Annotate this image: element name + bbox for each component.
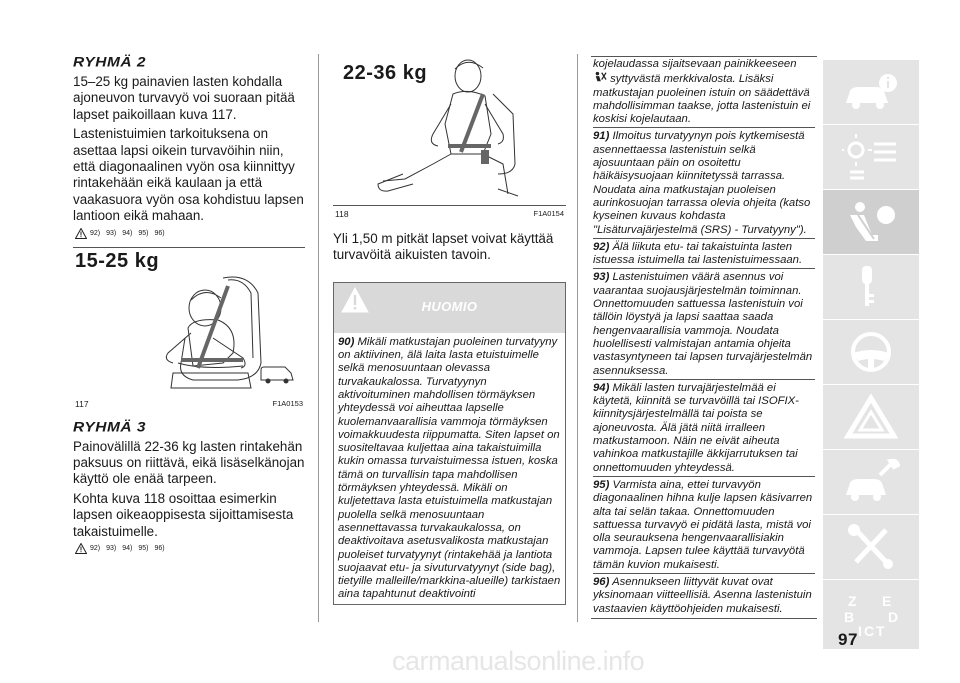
continued-text-1: kojelaudassa sijaitsevaan painikkeeseen (593, 58, 797, 70)
group-3-paragraph-2: Kohta kuva 118 osoittaa esimerkin lapsen oikeaoppisesta sijoittamisesta takaistuimelle. (73, 490, 294, 539)
warning-icon (75, 228, 87, 239)
index-letter: T (876, 622, 885, 638)
note-93 (593, 271, 815, 377)
tab-emergency[interactable] (823, 385, 919, 450)
child-seatbelt-illustration (333, 54, 566, 205)
chapter-tabs (823, 60, 919, 650)
tab-safety[interactable] (823, 190, 919, 255)
ref-item: 92) (90, 545, 101, 553)
airbag-off-icon (593, 71, 607, 83)
car-info-icon (842, 69, 900, 115)
column-right (591, 56, 817, 619)
child-booster-seat-illustration (73, 248, 305, 397)
watermark: carmanualsonline.info (392, 646, 645, 676)
tab-controls[interactable] (823, 320, 919, 385)
figure-117-code: F1A0153 (272, 398, 303, 408)
index-letter: E (882, 592, 892, 609)
note-90-text: Mikäli matkustajan puoleinen turvatyyny on aktiivinen, älä laita lasta etuistuimelle selkä menosuuntaan olevassa turvakaukalossa. Turvatyynyn aktivoituminen mahdollisen törmäyksen yhteydessä voi aiheuttaa lapselle kuolemanvaarallisia vammoja törmäyksen voimakkuudesta riippumatta. Siten lapset on suositeltavaa kuljettaa aina takaistuimilla kukin omassa turvaistuimessa istuen, koska tämä on turvallisin tapa mahdollisen törmäyksen yhteydessä. Mikäli on kuljetettava lasta etuistuimella matkustajan puolella selkä menosuuntaan asennettavassa turvakaukalossa, on deaktivoitava asetusvalikosta matkustajan puoleiset turvatyynyt (rintakehää ja lantiota suojaavat etu- ja sivuturvatyynyt (side bag), tietyille malleille/markkina-alueille) tarkistaen aina tapahtunut deaktivointi (338, 335, 561, 601)
ref-item: 94) (122, 545, 133, 553)
tab-car-info[interactable] (823, 60, 919, 125)
figure-117-caption (73, 396, 305, 409)
note-91-number: 91) (593, 130, 610, 143)
ref-item: 95) (138, 229, 149, 237)
note-95-number: 95) (593, 478, 610, 491)
paragraph-adult-belts: Yli 1,50 m pitkät lapset voivat käyttää turvavöitä aikuisten tavoin. (333, 231, 554, 263)
ref-item: 92) (90, 229, 101, 237)
index-letter: D (888, 608, 899, 625)
figure-118-number: 118 (335, 209, 349, 219)
note-body (334, 333, 565, 604)
note-94-text: Mikäli lasten turvajärjestelmää ei käytetä, kiinnitä se turvavöillä tai ISOFIX-kiinnitysjärjestelmällä tai poista se ajoneuvosta. Älä jätä niitä irralleen matkustamoon. Näin ne eivät aiheuta vahinkoa matkustajille äkkijarrutuksen tai onnettomuuden yhteydessä. (593, 381, 799, 474)
group-3-paragraph-1: Painovälillä 22-36 kg lasten rintakehän paksuus on riittävä, eikä lisäselkänojan käyttö ole enää tarpeen. (73, 438, 305, 487)
warning-triangle-icon (842, 394, 900, 440)
note-95-text: Varmista aina, ettei turvavyön diagonaalinen hihna kulje lapsen käsivarren alta tai selän takaa. Onnettomuuden sattuessa turvavyö ei pidätä lasta, mistä voi olla seurauksena hengenvaarallisiakin vammoja. Lapsen tulee käyttää turvavyötä tämän kuvion mukaisesti. (593, 478, 813, 571)
ref-item: 96) (154, 229, 165, 237)
tab-technical-data[interactable] (823, 515, 919, 580)
figure-117-number: 117 (75, 398, 89, 409)
group-2-paragraph-2: Lastenistuimien tarkoituksena on asettaa lapsi oikein turvavöihin niin, että diagonaalinen vyön osa kiinnittyy rintakehään eikä kaulaan ja että vaakasuora vyön osa kohdistuu lapsen lantioon eikä mahaan. (73, 126, 304, 224)
continued-text-2 (593, 71, 815, 126)
note-91 (593, 130, 815, 236)
figure-118-title: 22-36 kg (343, 62, 428, 84)
key-start-icon (842, 264, 900, 310)
continued-text-2-body: syttyvästä merkkivalosta. Lisäksi matkustajan puoleinen istuin on säädettävä mahdollisimman taakse, jotta lastenistuin ei koskisi kojelautaan. (593, 73, 811, 126)
note-96-text: Asennukseen liittyvät kuvat ovat yksinomaan viitteellisiä. Asenna lastenistuin vastaavien käyttöohjeiden mukaisesti. (593, 575, 812, 615)
index-letter: I (858, 622, 862, 638)
note-96 (593, 576, 815, 616)
column-middle (333, 54, 566, 605)
group-2-paragraph-1: 15–25 kg painavien lasten kohdalla ajoneuvon turvavyö voi suoraan pitää lapset paikoillaan kuva 117. (73, 74, 295, 122)
warning-references (75, 228, 305, 239)
steering-wheel-icon (842, 329, 900, 375)
note-92 (593, 241, 815, 268)
figure-117 (73, 247, 305, 396)
tab-starting-driving[interactable] (823, 255, 919, 320)
index-letter: B (844, 608, 855, 625)
dashboard-lights-icon (842, 134, 900, 180)
ref-item: 94) (122, 229, 133, 237)
ref-item: 95) (138, 545, 149, 553)
note-box (333, 282, 566, 605)
warning-icon (75, 543, 87, 554)
index-letter: Z (848, 592, 857, 609)
note-96-number: 96) (593, 575, 610, 588)
note-94 (593, 382, 815, 475)
figure-117-title: 15-25 kg (75, 249, 160, 272)
ref-item: 96) (154, 545, 165, 553)
group-3-heading: RYHMÄ 3 (73, 419, 146, 436)
figure-118-code: F1A0154 (533, 209, 564, 218)
wrench-car-icon (842, 459, 900, 505)
group-2-heading: RYHMÄ 2 (73, 54, 146, 71)
note-93-number: 93) (593, 271, 610, 284)
note-90-number: 90) (338, 335, 355, 348)
airbag-seat-icon (842, 199, 900, 245)
note-94-number: 94) (593, 381, 610, 394)
note-91-text: Ilmoitus turvatyynyn pois kytkemisestä asennettaessa lastenistuin selkä ajosuuntaan päin on osoitettu häikäisysuojaan kiinnitetyssä tarrassa. Noudata aina matkustajan puoleisen aurinkosuojan tarrassa olevia ohjeita (katso kyseinen kuvaus kohdasta "Lisäturvajärjestelmä (SRS) - Turvatyyny"). (593, 130, 811, 236)
tab-dashboard-lights[interactable] (823, 125, 919, 190)
note-90 (338, 336, 561, 602)
warning-references-2 (75, 543, 305, 554)
note-header (334, 283, 565, 333)
index-letter: C (864, 622, 875, 638)
van-icon (261, 367, 293, 384)
note-95 (593, 479, 815, 572)
tools-icon (842, 524, 900, 570)
figure-118 (333, 54, 566, 205)
figure-118-caption (333, 205, 566, 219)
ref-item: 93) (106, 545, 117, 553)
note-92-text: Älä liikuta etu- tai takaistuinta lasten istuessa istuimella tai lastenistuimessaan. (593, 240, 803, 267)
note-title: HUOMIO (421, 298, 478, 314)
column-left (73, 54, 305, 558)
tab-maintenance[interactable] (823, 450, 919, 515)
note-92-number: 92) (593, 240, 610, 253)
note-93-text: Lastenistuimen väärä asennus voi vaarantaa suojausjärjestelmän toiminnan. Onnettomuuden sattuessa lastenistuin voi tällöin löystyä ja lapsi saattaa saada hengenvaarallisia vammoja. Noudata huolellisesti valmistajan antamia ohjeita vastasyntyneen tai lapsen turvajärjestelmän asennuksessa. (593, 271, 813, 377)
ref-item: 93) (106, 229, 117, 237)
page-number: 97 (838, 630, 858, 649)
